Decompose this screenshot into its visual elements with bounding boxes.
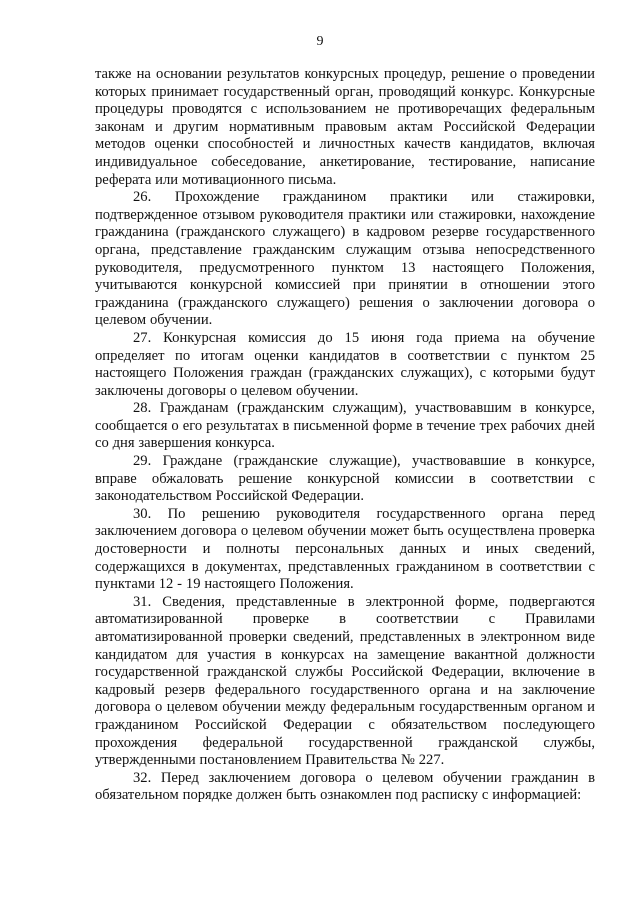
paragraph-31: 31. Сведения, представленные в электронной форме, подвергаются автоматизированной проверке в соответствии с Правилами автоматизированной проверки сведений, представленных в электронном виде кандидатом для участия в конкурсах на замещение вакантной должности государственной гражданской службы Российской Федерации, включение в кадровый резерв федерального государственного органа и на заключение договора о целевом обучении между федеральным государственным органом и гражданином Российской Федерации с обязательством последующего прохождения федеральной государственной гражданской службы, утвержденными постановлением Правительства № 227.: [95, 593, 595, 769]
paragraph-27: 27. Конкурсная комиссия до 15 июня года приема на обучение определяет по итогам оценки кандидатов в соответствии с пунктом 25 настоящего Положения граждан (гражданских служащих), с которыми будут заключены договоры о целевом обучении.: [95, 329, 595, 399]
document-body: [95, 66, 595, 805]
paragraph-28: 28. Гражданам (гражданским служащим), участвовавшим в конкурсе, сообщается о его результатах в письменной форме в течение трех рабочих дней со дня завершения конкурса.: [95, 400, 595, 452]
paragraph-29: 29. Граждане (гражданские служащие), участвовавшие в конкурсе, вправе обжаловать решение конкурсной комиссии в соответствии с законодательством Российской Федерации.: [95, 453, 595, 505]
paragraph-26: 26. Прохождение гражданином практики или стажировки, подтвержденное отзывом руководителя практики или стажировки, нахождение гражданина (гражданского служащего) в кадровом резерве государственного органа, представление гражданским служащим отзыва непосредственного руководителя, предусмотренного пунктом 13 настоящего Положения, учитываются конкурсной комиссией при принятии в отношении этого гражданина (гражданского служащего) решения о заключении договора о целевом обучении.: [95, 189, 595, 329]
page-number: 9: [316, 34, 324, 49]
paragraph-32: 32. Перед заключением договора о целевом обучении гражданин в обязательном порядке должен быть ознакомлен под расписку с информацией:: [95, 769, 595, 804]
paragraph-30: 30. По решению руководителя государственного органа перед заключением договора о целевом обучении может быть осуществлена проверка достоверности и полноты персональных данных и иных сведений, содержащихся в документах, представленных гражданином в соответствии с пунктами 12 - 19 настоящего Положения.: [95, 505, 595, 593]
paragraph-continuation: также на основании результатов конкурсных процедур, решение о проведении которых принимает государственный орган, проводящий конкурс. Конкурсные процедуры проводятся с использованием не противоречащих федеральным законам и другим нормативным правовым актам Российской Федерации методов оценки способностей и личностных качеств кандидатов, включая индивидуальное собеседование, анкетирование, тестирование, написание реферата или мотивационного письма.: [95, 66, 595, 188]
